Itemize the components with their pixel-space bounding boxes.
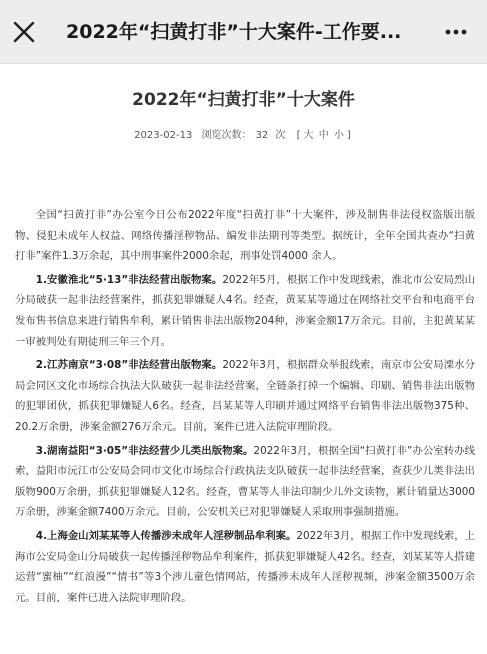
case-body: 2022年3月，根据工作中发现线索，上海市公安局金山分局破获一起传播淫秽物品牟利案件，抓获犯罪嫌疑人42名。经查，刘某某等人搭建运营“蜜柚”“红浪漫”“情书”等3个涉儿童色情网站，传播涉未成年人淫秽视频，涉案金额3500万余元。目前，案件已进入法院审理阶段。 (15, 529, 475, 604)
bracket-close: ] (346, 130, 351, 141)
case-body: 2022年3月，根据全国“扫黄打非”办公室转办线索，益阳市沅江市公安局会同市文化市场综合行政执法支队破获一起非法经营案，查获少儿类非法出版物900万余册，抓获犯罪嫌疑人12名。经查，曹某等人非法印制少儿外文读物，累计销量达3000万余册，涉案金额7400万余元。目前，公安机关已对犯罪嫌疑人采取刑事强制措施。 (15, 444, 475, 519)
case-body: 2022年5月，根据工作中发现线索，淮北市公安局烈山分局破获一起非法经营案件，抓获犯罪嫌疑人4名。经查，黄某某等通过在网络社交平台和电商平台发布售书信息来进行销售牟利，累计销售非法出版物204种，涉案金额17万余元。目前，主犯黄某某一审被判处有期徒刑三年三个月。 (15, 273, 475, 348)
case-heading: 3.湖南益阳“3·05”非法经营少儿类出版物案。 (35, 444, 254, 457)
case-paragraph (15, 526, 475, 608)
views-count: 32 (255, 130, 269, 141)
view-count (200, 130, 288, 141)
font-size-large[interactable]: 大 (303, 130, 314, 141)
views-label: 浏览次数： (201, 130, 252, 141)
views-unit: 次 (275, 130, 286, 141)
close-icon[interactable] (8, 16, 40, 48)
bracket-open: [ (296, 130, 301, 141)
article-meta (0, 128, 487, 144)
intro-paragraph: 全国“扫黄打非”办公室今日公布2022年度“扫黄打非”十大案件，涉及制售非法侵权盗版出版物、侵犯未成年人权益、网络传播淫秽物品、编发非法期刊等类型。据统计，全年全国共查办“扫黄打非”案件1.3万余起，其中刑事案件2000余起，刑事处罚4000 余人。 (15, 209, 475, 263)
font-size-medium[interactable]: 中 (318, 130, 329, 141)
page-title: 2022年“扫黄打非”十大案件-工作要... (66, 21, 402, 43)
case-paragraph (15, 355, 475, 437)
case-heading: 1.安徽淮北“5·13”非法经营出版物案。 (35, 273, 223, 286)
more-options-icon[interactable] (440, 16, 472, 48)
top-navigation-bar (0, 0, 487, 64)
case-heading: 2.江苏南京“3·08”非法经营出版物案。 (35, 359, 223, 372)
publish-date: 2023-02-13 (134, 130, 193, 141)
article-title: 2022年“扫黄打非”十大案件 (132, 90, 355, 110)
case-heading: 4.上海金山刘某某等人传播涉未成年人淫秽制品牟利案。 (35, 529, 297, 542)
font-size-small[interactable]: 小 (333, 130, 344, 141)
case-paragraph (15, 270, 475, 352)
case-paragraph (15, 441, 475, 523)
case-body: 2022年3月，根据群众举报线索，南京市公安局溧水分局会同区文化市场综合执法大队破获一起非法经营案，全链条打掉一个编辑、印刷、销售非法出版物的犯罪团伙，抓获犯罪嫌疑人6名。经查，吕某某等人印刷并通过网络平台销售非法出版物375种、20.2万余册，涉案金额276万余元。目前，案件已进入法院审理阶段。 (15, 359, 475, 433)
article-body (15, 205, 475, 654)
font-size-control (295, 130, 353, 141)
